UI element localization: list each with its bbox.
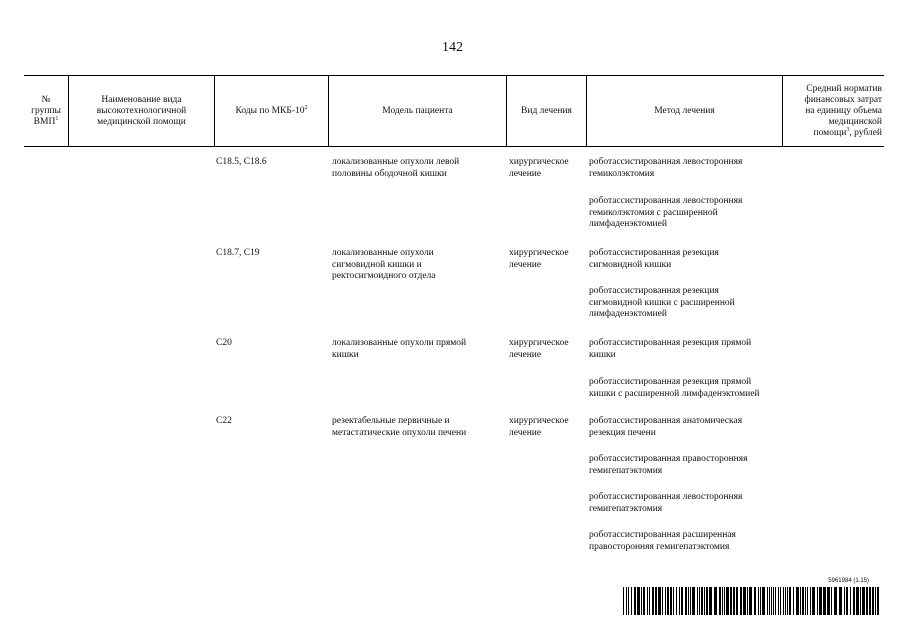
header-icd-codes: Коды по МКБ-$10^2$ [214,76,328,146]
row-codes: C18.5, C18.6 [216,157,267,167]
row-patient-model: локализованные опухоли левой половины ободочной кишки [332,157,460,179]
row-treatment-kind: хирургическое лечение [509,248,569,270]
row-method: роботассистированная анатомическая резекция печени [589,416,743,438]
row-method: роботассистированная левосторонняя гемигепатэктомия [589,492,743,514]
row-patient-model: локализованные опухоли прямой кишки [332,338,467,360]
row-method: роботассистированная резекция прямой кишки с расширенной лимфаденэктомией [589,377,760,399]
header-treatment-method: Метод лечения [586,76,782,146]
header-treatment-kind: Вид лечения [506,76,586,146]
vmp-table [24,75,884,552]
barcode-number: 5961984 (1.15) [828,578,869,584]
row-treatment-kind: хирургическое лечение [509,416,569,438]
page-number: 142 [442,40,463,55]
row-patient-model: резектабельные первичные и метастатические опухоли печени [332,416,467,438]
barcode-image [623,587,881,615]
row-codes: C18.7, C19 [216,248,260,258]
header-cost-norm: Средний норматив финансовых затрат на единицу объема медицинской помощи$^3$, рублей [782,76,884,146]
row-method: роботассистированная расширенная правосторонняя гемигепатэктомия [589,530,736,552]
row-method: роботассистированная резекция сигмовидной кишки с расширенной лимфаденэктомией [589,286,735,319]
header-group-number: № группы ВМП$^1$ [31,94,61,127]
header-care-type: Наименование вида высокотехнологичной медицинской помощи [68,76,214,146]
row-method: роботассистированная левосторонняя гемиколэктомия с расширенной лимфаденэктомией [589,196,743,229]
row-codes: C22 [216,416,232,426]
row-method: роботассистированная резекция сигмовидной кишки [589,248,719,270]
row-codes: C20 [216,338,232,348]
row-method: роботассистированная правосторонняя гемигепатэктомия [589,454,748,476]
row-method: роботассистированная левосторонняя гемиколэктомия [589,157,743,179]
header-patient-model: Модель пациента [328,76,506,146]
row-method: роботассистированная резекция прямой кишки [589,338,752,360]
document-barcode [623,578,881,616]
row-patient-model: локализованные опухоли сигмовидной кишки и ректосигмоидного отдела [332,248,436,281]
row-treatment-kind: хирургическое лечение [509,157,569,179]
table-header [24,75,884,147]
row-treatment-kind: хирургическое лечение [509,338,569,360]
